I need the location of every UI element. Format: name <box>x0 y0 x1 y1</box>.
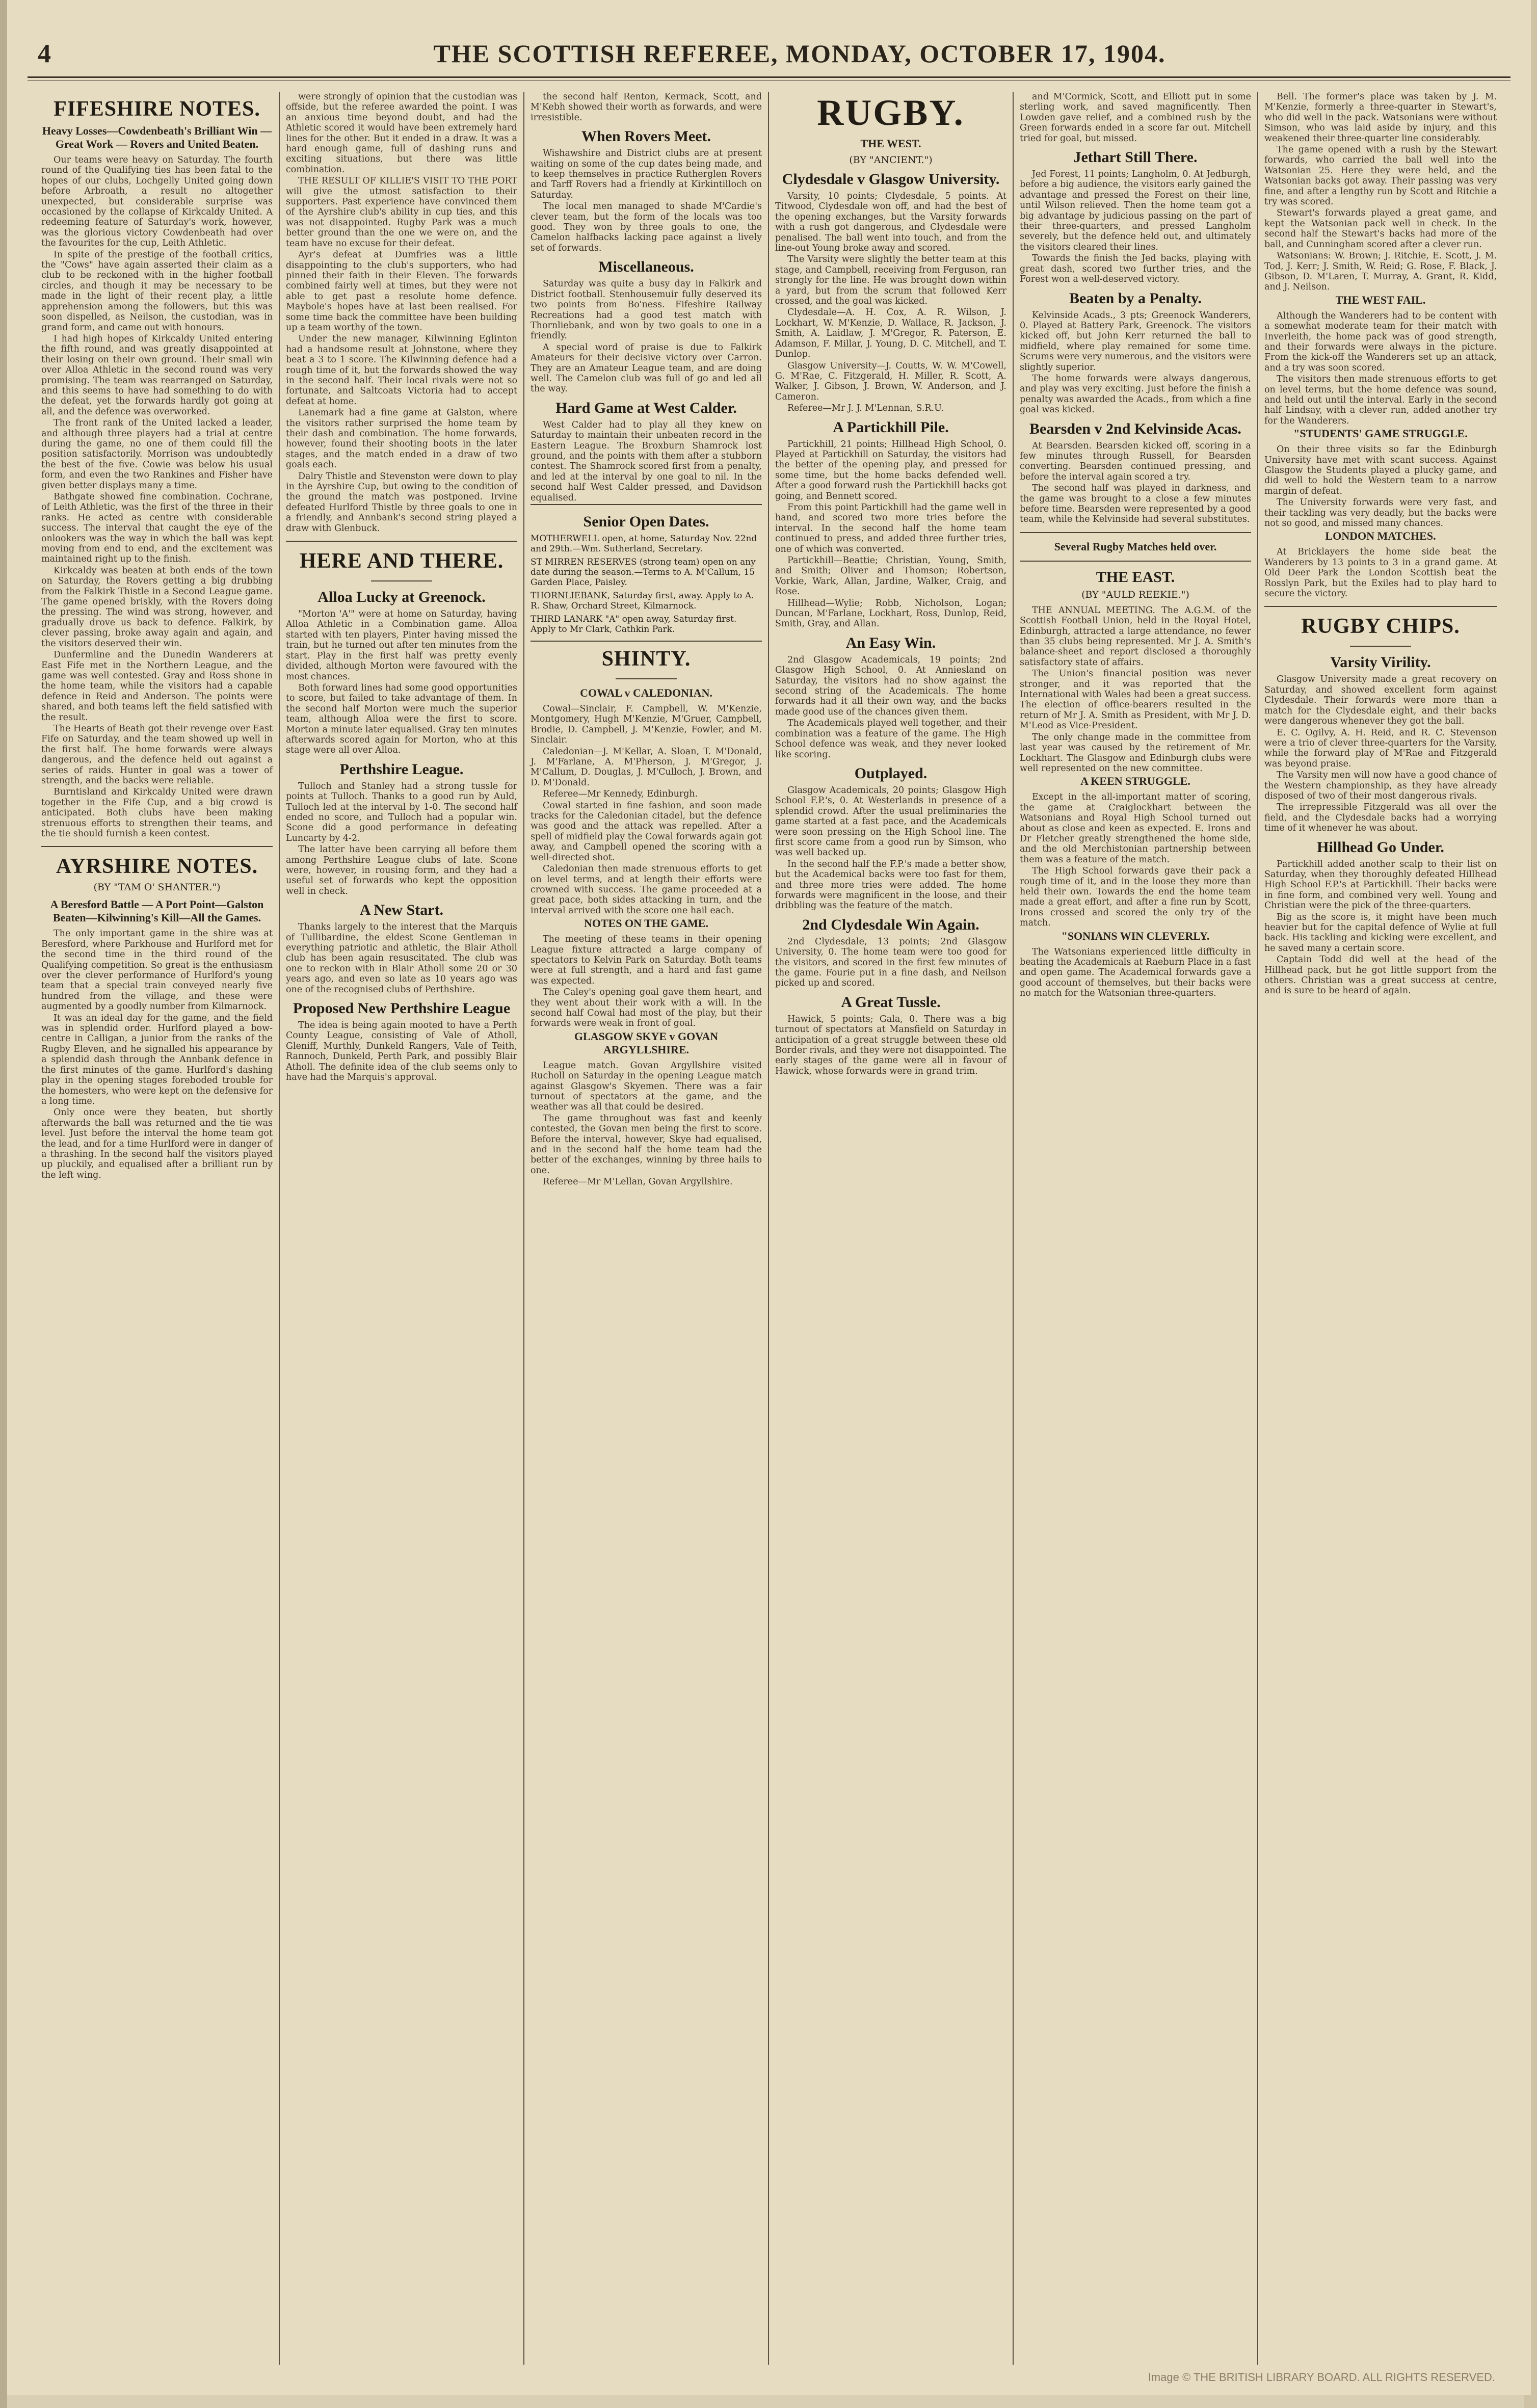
students-body <box>1264 444 1497 528</box>
advertisement: MOTHERWELL open, at home, Saturday Nov. 22nd and 29th.—Wm. Sutherland, Secretary. <box>531 534 757 554</box>
paragraph: Caledonian—J. M'Kellar, A. Sloan, T. M'Donald, J. M'Farlane, A. M'Pherson, J. M'Gregor, J. M'Callum, D. Douglas, J. M'Culloch, J. Brown, and D. M'Donald. <box>531 746 762 788</box>
paragraph: Captain Todd did well at the head of the Hillhead pack, but he got little support from the others. Christian was a great success at centre, and is sure to be heard of again. <box>1264 955 1497 996</box>
paragraph: Both forward lines had some good opportunities to score, but failed to take advantage of them. In the second half Morton were much the superior team, although Alloa were the first to score. Morton a minute later equalised. Gray ten minutes afterwards scored again for Morton, who at this stage were all over Alloa. <box>286 682 517 756</box>
paragraph: I had high hopes of Kirkcaldy United entering the fifth round, and was greatly disappointed at their losing on their own ground. Their small win over Alloa Athletic in the second round was very promising. The team was rearranged on Saturday, and this seems to have had something to do with the defeat, yet the forwards hardly got going at all, and the defence was overworked. <box>41 333 273 417</box>
keen-struggle-subheading: A KEEN STRUGGLE. <box>1080 775 1190 788</box>
varsity-subheading: Varsity Virility. <box>1330 654 1431 671</box>
paragraph: Glasgow University—J. Coutts, W. W. M'Cowell, G. M'Rae, C. Fitzgerald, H. Miller, R. Scott, A. Walker, J. Gibson, J. Brown, W. Anderson, and J. Cameron. <box>775 360 1006 402</box>
paragraph: Burntisland and Kirkcaldy United were drawn together in the Fife Cup, and a big crowd is anticipated. Both clubs have been making strenuous efforts to strengthen their teams, and the tie should furnish a keen contest. <box>41 787 273 839</box>
hillhead-subheading: Hillhead Go Under. <box>1317 838 1444 856</box>
paragraph: It was an ideal day for the game, and the field was in splendid order. Hurlford played a bow-centre in Calligan, a junior from the ranks of the Rugby Eleven, and he signalled his appearance by a splendid dash through the Annbank defence in the first minutes of the game. Hurlford's dashing play in the opening stages foreboded trouble for the homesters, who were kept on the defensive for a long time. <box>41 1013 273 1106</box>
rovers-body <box>531 148 762 253</box>
newspaper-page <box>7 0 1531 2395</box>
paragraph: 2nd Clydesdale, 13 points; 2nd Glasgow University, 0. The home team were too good for the visitors, and scored in the first few minutes of the game. Fourie put in a fine dash, and Neilson picked up and scored. <box>775 936 1006 989</box>
perthshire-subheading: Perthshire League. <box>339 760 464 778</box>
clydesdale-body <box>775 191 1006 414</box>
cowal-subheading: COWAL v CALEDONIAN. <box>580 686 712 699</box>
col3-lead <box>531 92 762 123</box>
paragraph: At Bricklayers the home side beat the Wanderers by 13 points to 3 in a grand game. At Old Deer Park the London Scottish beat the Rosslyn Park, but the Exiles had to play hard to secure the victory. <box>1264 547 1497 599</box>
paragraph: Partickhill added another scalp to their list on Saturday, when they thoroughly defeated Hillhead High School F.P.'s at Partickhill. Their backs were in fine form, and combined very well. Young and Christian were the pick of the three-quarters. <box>1264 859 1497 911</box>
paragraph: Bathgate showed fine combination. Cochrane, of Leith Athletic, was the first of the three in their ranks. He acted as centre with considerable success. The interval that caught the eye of the onlookers was the way in which the ball was kept moving from end to end, and the excitement was maintained right up to the finish. <box>41 492 273 565</box>
fifeshire-subheading: Heavy Losses—Cowdenbeath's Brilliant Win — Great Work — Rovers and United Beaten. <box>42 124 272 150</box>
paragraph: On their three visits so far the Edinburgh University have met with scant success. Against Glasgow the Students played a plucky game, and did well to hold the Western team to a narrow margin of defeat. <box>1264 444 1497 496</box>
great-tussle-body <box>775 1014 1006 1076</box>
paragraph: Partickhill, 21 points; Hillhead High School, 0. Played at Partickhill on Saturday, the visitors had the better of the opening play, and pressed for some time, but the home backs defended well. After a good forward rush the Partickhill backs got going, and Bennett scored. <box>775 439 1006 501</box>
penalty-subheading: Beaten by a Penalty. <box>1069 289 1202 307</box>
notes-body <box>531 934 762 1029</box>
jethart-subheading: Jethart Still There. <box>1073 149 1198 166</box>
skye-subheading: GLASGOW SKYE v GOVAN ARGYLLSHIRE. <box>574 1029 719 1056</box>
paragraph: "Morton 'A'" were at home on Saturday, having Alloa Athletic in a Combination game. Alloa started with ten players, Pinter having missed the train, but he turned out after ten minutes from the start. Play in the first half was pretty evenly divided, although Morton were favoured with the most chances. <box>286 609 517 682</box>
ayrshire-byline: (BY "TAM O' SHANTER.") <box>93 882 221 893</box>
paragraph: 2nd Glasgow Academicals, 19 points; 2nd Glasgow High School, 0. At Anniesland on Saturday, the visitors had no show against the second string of the Academicals. The home forwards had it all their own way, and the backs made good use of the chances given them. <box>775 654 1006 717</box>
paragraph: Dalry Thistle and Stevenston were down to play in the Ayrshire Cup, but owing to the condition of the ground the match was postponed. Irvine defeated Hurlford Thistle by three goals to one in a friendly, and Annbank's second string played a draw with Glenbuck. <box>286 471 517 534</box>
sonians-subheading: "SONIANS WIN CLEVERLY. <box>1061 929 1210 942</box>
new-start-body <box>286 922 517 995</box>
paragraph: Cowal—Sinclair, F. Campbell, W. M'Kenzie, Montgomery, Hugh M'Kenzie, M'Gruer, Campbell, Brodie, D. Campbell, J. M'Kenzie, Fowler, and M. Sinclair. <box>531 704 762 746</box>
paragraph: Lanemark had a fine game at Galston, where the visitors rather surprised the home team by their dash and combination. The home forwards, however, found their shooting boots in the later stages, and the match ended in a draw of two goals each. <box>286 408 517 470</box>
advertisement: ST MIRREN RESERVES (strong team) open on any date during the season.—Terms to A. M'Callum, 15 Garden Place, Paisley. <box>531 557 756 588</box>
paragraph: The latter have been carrying all before them among Perthshire League clubs of late. Scone were, however, in rousing form, and they had a useful set of forwards who kept the opposition well in check. <box>286 844 517 896</box>
partickhill-subheading: A Partickhill Pile. <box>833 418 949 436</box>
ayrshire-subheading: A Beresford Battle — A Port Point—Galston Beaten—Kilwinning's Kill—All the Games. <box>50 898 264 924</box>
paragraph: Our teams were heavy on Saturday. The fourth round of the Qualifying ties has been fatal to the hopes of our clubs, Lochgelly United going down before Arbroath, a result no altogether unexpected, but considerable surprise was occasioned by the collapse of Kirkcaldy United. A redeeming feature of Saturday's work, however, was the glorious victory Cowdenbeath had over the favourites for the cup, Leith Athletic. <box>41 155 273 249</box>
col5-lead <box>1020 92 1251 144</box>
paragraph: The only change made in the committee from last year was caused by the retirement of Mr. Lockhart. The Glasgow and Edinburgh clubs were well represented on the new committee. <box>1020 732 1251 774</box>
ayrshire-heading: AYRSHIRE NOTES. <box>56 855 258 879</box>
paragraph: The Caley's opening goal gave them heart, and they went about their work with a will. In the second half Cowal had most of the play, but their forwards were weak in front of goal. <box>531 987 762 1029</box>
paragraph: The game opened with a rush by the Stewart forwards, who carried the ball well into the Watsonian 25. Here they were held, and the Watsonian backs got away. Their passing was very fine, and after a lengthy run by Scott and Ritchie a try was scored. <box>1264 145 1497 207</box>
section-divider <box>41 846 273 847</box>
paragraph: League match. Govan Argyllshire visited Rucholl on Saturday in the opening League match against Glasgow's Skyemen. There was a fair turnout of spectators at the game, and the weather was all that could be desired. <box>531 1060 762 1113</box>
paragraph: The Varsity men will now have a good chance of the Western championship, as they have already disposed of two of their most dangerous rivals. <box>1264 770 1497 801</box>
paragraph: Cowal started in fine fashion, and soon made tracks for the Caledonian citadel, but the defence was good and the attack was repelled. After a spell of midfield play the Cowal forwards again got away, and Campbell opened the scoring with a well-directed shot. <box>531 800 762 863</box>
students-subheading: "STUDENTS' GAME STRUGGLE. <box>1293 427 1468 440</box>
new-start-subheading: A New Start. <box>359 902 444 919</box>
paragraph: Ayr's defeat at Dumfries was a little disappointing to the club's supporters, who had pinned their faith in their Eleven. The forwards combined fairly well at times, but they were not able to get past a resolute home defence. Maybole's hopes have at last been realised. For some time back the committee have been building up a team worthy of the town. <box>286 250 517 333</box>
rugby-chips-heading: RUGBY CHIPS. <box>1301 615 1460 639</box>
perthshire-body <box>286 781 517 896</box>
keen-struggle-body <box>1020 792 1251 928</box>
hillhead-body <box>1264 859 1497 996</box>
section-divider <box>1020 532 1251 533</box>
col6-lead <box>1264 92 1497 293</box>
held-over-notice: Several Rugby Matches held over. <box>1054 540 1217 553</box>
paragraph: Clydesdale—A. H. Cox, A. R. Wilson, J. Lockhart, W. M'Kenzie, D. Wallace, R. Jackson, J. Smith, A. Laidlaw, J. M'Gregor, R. Paterson, E. Adamson, F. Millar, J. Young, D. C. Mitchell, and T. Dunlop. <box>775 307 1006 360</box>
paragraph: Watsonians: W. Brown; J. Ritchie, E. Scott, J. M. Tod, J. Kerr; J. Smith, W. Reid; G. Rose, F. Black, J. Gibson, D. M'Laren, T. Murray, A. Grant, R. Kidd, and J. Neilson. <box>1264 251 1497 293</box>
paragraph: The front rank of the United lacked a leader, and although three players had a trial at centre during the game, no one of them could fill the position satisfactorily. Morrison was undoubtedly the best of the five. Cowie was below his usual form, and even the two Rankines and Fisher have given better displays many a time. <box>41 418 273 491</box>
short-rule <box>1350 646 1411 647</box>
the-west-subheading: THE WEST. <box>860 137 921 150</box>
paragraph: THE RESULT OF KILLIE'S VISIT TO THE PORT will give the utmost satisfaction to their supporters. Past experience have convinced them of the Ayrshire club's ability in cup ties, and this was not disappointed. Rugby Park was a much better ground than the one we were on, and the team have no excuse for their defeat. <box>286 176 517 249</box>
paragraph: The meeting of these teams in their opening League fixture attracted a large company of spectators to Kelvin Park on Saturday. Both teams were at full strength, and a hard and fast game was expected. <box>531 934 762 986</box>
paragraph: The home forwards were always dangerous, and play was very exciting. Just before the finish a penalty was awarded the Acads., from which a fine goal was kicked. <box>1020 373 1251 415</box>
advertisement: THORNLIEBANK, Saturday first, away. Apply to A. R. Shaw, Orchard Street, Kilmarnock. <box>531 591 754 611</box>
west-calder-subheading: Hard Game at West Calder. <box>555 399 737 416</box>
paragraph: E. C. Ogilvy, A. H. Reid, and R. C. Stevenson were a trio of clever three-quarters for the Varsity, while the forward play of M'Rae and Fitzgerald was beyond praise. <box>1264 727 1497 769</box>
paragraph: The Varsity were slightly the better team at this stage, and Campbell, receiving from Ferguson, ran strongly for the line. He was brought down within a yard, but from the scrum that followed Kerr crossed, and the goal was kicked. <box>775 254 1006 307</box>
rugby-heading: RUGBY. <box>817 92 965 133</box>
miscellaneous-body <box>531 279 762 394</box>
cowal-body <box>531 704 762 916</box>
paragraph: Kirkcaldy was beaten at both ends of the town on Saturday, the Rovers getting a big drubbing from the Falkirk Thistle in a Second League game. The game opened briskly, with the Rovers doing the pressing. The wind was strong, however, and gradually drove us back to defence. Falkirk, by clever passing, broke away again and again, and the visitors deserved their win. <box>41 565 273 649</box>
paragraph: Caledonian then made strenuous efforts to get on level terms, and at length their efforts were crowned with success. The game proceeded at a great pace, both sides attacking in turn, and the interval arrived with the score one hail each. <box>531 864 762 916</box>
paragraph: In spite of the prestige of the football critics, the "Cows" have again asserted their claim as a club to be reckoned with in the higher football circles, and though it may be necessary to be made in the light of their recent play, a little apprehension among the followers, but this was soon dispelled, as Neilson, the custodian, was in grand form, and came out with honours. <box>41 249 273 333</box>
rovers-subheading: When Rovers Meet. <box>581 128 711 145</box>
paragraph: Glasgow University made a great recovery on Saturday, and showed excellent form against Clydesdale. Their forwards were more than a match for the Clydesdale eight, and their backs were dangerous whenever they got the ball. <box>1264 674 1497 727</box>
paragraph: Hawick, 5 points; Gala, 0. There was a big turnout of spectators at Mansfield on Saturday in anticipation of a great struggle between these old Border rivals, and they were not disappointed. The early stages of the game were all in favour of Hawick, whose forwards were in grand trim. <box>775 1014 1006 1076</box>
paragraph: The game throughout was fast and keenly contested, the Govan men being the first to score. Before the interval, however, Skye had equalised, and in the second half the home team had the better of the exchanges, winning by three hails to one. <box>531 1113 762 1176</box>
columns <box>35 92 1510 2365</box>
paragraph: Bell. The former's place was taken by J. M. M'Kenzie, formerly a three-quarter in Stewart's, who did well in the pack. Watsonians were without Simson, who was laid aside by injury, and this weakened their three-quarter line considerably. <box>1264 92 1497 144</box>
jethart-body <box>1020 169 1251 284</box>
easy-win-subheading: An Easy Win. <box>845 634 936 651</box>
short-rule <box>616 678 677 679</box>
column-1 <box>35 92 280 2365</box>
paragraph: The High School forwards gave their pack a rough time of it, and in the loose they more than held their own. Towards the end the home team made a great effort, and after a fine run by Scott, Irons crossed and scored the only try of the match. <box>1020 866 1251 929</box>
east-byline: (BY "AULD REEKIE.") <box>1081 589 1189 600</box>
open-dates-heading: Senior Open Dates. <box>583 513 709 530</box>
section-divider <box>286 541 517 542</box>
paragraph: The second half was played in darkness, and the game was brought to a close a few minutes before time. Bearsden were represented by a good team, while the Kelvinside had several substitutes. <box>1020 483 1251 525</box>
paragraph: Tulloch and Stanley had a strong tussle for points at Tulloch. Thanks to a good run by Auld, Tulloch led at the interval by 1-0. The second half ended no score, and Tulloch had a popular win. Scone did a good performance in defeating Luncarty by 4-2. <box>286 781 517 843</box>
paragraph: The only important game in the shire was at Beresford, where Parkhouse and Hurlford met for the second time in the third round of the Qualifying competition. So great is the enthusiasm over the clever performance of Hurlford's young team that a special train conveyed nearly five hundred from the village, and these were augmented by a goodly number from Kilmarnock. <box>41 929 273 1012</box>
paragraph: Dunfermline and the Dunedin Wanderers at East Fife met in the Northern League, and the game was well contested. Gray and Ross shone in the home team, while the visitors had a capable defence in Reid and Anderson. The points were shared, and both teams left the field satisfied with the result. <box>41 650 273 723</box>
bearsden-body <box>1020 441 1251 525</box>
great-tussle-subheading: A Great Tussle. <box>841 993 941 1011</box>
paragraph: From this point Partickhill had the game well in hand, and scored two more tries before the interval. In the second half the home team continued to press, and added three further tries, one of which was converted. <box>775 502 1006 554</box>
paragraph: Towards the finish the Jed backs, playing with great dash, scored two further tries, and the Forest won a well-deserved victory. <box>1020 253 1251 285</box>
paragraph: Partickhill—Beattie; Christian, Young, Smith, and Smith; Oliver and Thomson; Robertson, Vorkie, Wark, Allan, Jardine, Walker, Craig, and Rose. <box>775 555 1006 597</box>
london-subheading: LONDON MATCHES. <box>1325 530 1436 543</box>
bearsden-subheading: Bearsden v 2nd Kelvinside Acas. <box>1029 420 1241 437</box>
skye-body <box>531 1061 762 1187</box>
paragraph: Big as the score is, it might have been much heavier but for the capital defence of Wylie at full back. His tackling and kicking were excellent, and he saved many a certain score. <box>1264 912 1497 954</box>
copyright-footer: Image © THE BRITISH LIBRARY BOARD. ALL RIGHTS RESERVED. <box>1148 2371 1495 2384</box>
paragraph: The Watsonians experienced little difficulty in beating the Academicals at Raeburn Place in a fast and open game. The Academical forwards gave a good account of themselves, but their backs were no match for the Watsonian three-quarters. <box>1020 946 1251 999</box>
short-rule <box>371 580 432 581</box>
rugby-byline: (BY "ANCIENT.") <box>849 154 933 166</box>
paragraph: The idea is being again mooted to have a Perth County League, consisting of Vale of Atholl, Gleniff, Murthly, Dunkeld Rangers, Vale of Teith, Rannoch, Dunkeld, Perth Park, and possibly Blair Atholl. The definite idea of the club seems only to have had the Marquis's approval. <box>286 1020 517 1083</box>
paragraph: Referee—Mr Kennedy, Edinburgh. <box>543 789 698 800</box>
paragraph: Although the Wanderers had to be content with a somewhat moderate team for their match with Inverleith, the home pack was of good strength, and their forwards were always in the picture. From the kick-off the Wanderers set up an attack, and a try was soon scored. <box>1264 310 1497 373</box>
paragraph: Except in the all-important matter of scoring, the game at Craiglockhart between the Watsonians and Royal High School turned out about as close and keen as expected. E. Irons and Dr Fletcher greatly strengthened the home side, and the old Merchistonian partnership between them was a feature of the match. <box>1020 792 1251 865</box>
page-gutter <box>0 0 7 2408</box>
paragraph: and M'Cormick, Scott, and Elliott put in some sterling work, and saved magnificently. Then Lowden gave relief, and a combined rush by the Green forwards ended in a score far out. Mitchell tried for goal, but missed. <box>1020 92 1251 144</box>
shinty-heading: SHINTY. <box>601 647 691 671</box>
paragraph: Saturday was quite a busy day in Falkirk and District football. Stenhousemuir fully deserved its two points from Bo'ness. Fifeshire Railway Recreations had a good test match with Thornliebank, and won by two goals to one in a friendly. <box>531 279 762 341</box>
paragraph: The local men managed to shade M'Cardie's clever team, but the form of the locals was too good. They won by three goals to one, the Camelon halfbacks lacking pace against a lively set of forwards. <box>531 201 762 253</box>
varsity-body <box>1264 674 1497 833</box>
the-east-heading: THE EAST. <box>1096 568 1175 586</box>
paragraph: The University forwards were very fast, and their tackling was very deadly, but the backs were not so good, and missed many chances. <box>1264 497 1497 529</box>
paragraph: Referee—Mr J. J. M'Lennan, S.R.U. <box>787 403 944 414</box>
notes-subheading: NOTES ON THE GAME. <box>584 917 709 930</box>
outplayed-subheading: Outplayed. <box>854 764 927 782</box>
masthead-rule-top <box>28 76 1510 78</box>
paragraph: The Hearts of Beath got their revenge over East Fife on Saturday, and the team showed up well in the first half. The home forwards were always dangerous, and the defence held out against a series of raids. Hunter in goal was a tower of strength, and the backs were reliable. <box>41 723 273 786</box>
partickhill-body <box>775 439 1006 629</box>
paragraph: Only once were they beaten, but shortly afterwards the ball was returned and the tie was level. Just before the interval the home team got the lead, and for a time Hurlford were in danger of a thrashing. In the second half the visitors played up pluckily, and equalised after a brilliant run by the left wing. <box>41 1107 273 1180</box>
penalty-body <box>1020 310 1251 415</box>
column-3 <box>524 92 769 2365</box>
paragraph: The visitors then made strenuous efforts to get on level terms, but the home defence was sound, and held out until the interval. Early in the second half Lindsay, with a clever run, added another try for the Wanderers. <box>1264 374 1497 426</box>
miscellaneous-subheading: Miscellaneous. <box>598 258 694 276</box>
paragraph: were strongly of opinion that the custodian was offside, but the referee awarded the point. I was an anxious time beyond doubt, and had the Athletic scored it would have been extremely hard lines for the other. But it ended in a draw. It was a hard enough game, full of dashing runs and exciting situations, but there was little combination. <box>286 92 517 175</box>
west-fail-subheading: THE WEST FAIL. <box>1335 293 1426 306</box>
paragraph: A special word of praise is due to Falkirk Amateurs for their decisive victory over Carron. They are an Amateur League team, and are doing well. The Camelon club was full of go and led all the way. <box>531 342 762 394</box>
paragraph: Glasgow Academicals, 20 points; Glasgow High School F.P.'s, 0. At Westerlands in presence of a splendid crowd. After the usual preliminaries the game started at a fast pace, and the Academicals were soon pressing on the High School line. The first score came from a good run by Simson, who was well backed up. <box>775 785 1006 858</box>
section-divider <box>1020 561 1251 562</box>
paragraph: West Calder had to play all they knew on Saturday to maintain their unbeaten record in the Eastern League. The Broxburn Shamrock lost ground, and the points with them after a stubborn contest. The Shamrock scored first from a penalty, and led at the interval by one goal to nil. In the second half West Calder pressed, and Davidson equalised. <box>531 419 762 503</box>
paragraph: Stewart's forwards played a great game, and kept the Watsonian pack well in check. In the second half the Stewart's backs had more of the ball, and Cunningham scored after a clever run. <box>1264 208 1497 250</box>
paragraph: The Academicals played well together, and their combination was a feature of the game. The High School defence was weak, and they never looked like scoring. <box>775 718 1006 760</box>
ayrshire-body <box>41 929 273 1180</box>
paragraph: Varsity, 10 points; Clydesdale, 5 points. At Titwood, Clydesdale won off, and had the best of the opening exchanges, but the Varsity forwards with a rush got dangerous, and Clydesdale were penalised. The ball went into touch, and from the line-out Young broke away and scored. <box>775 191 1006 254</box>
paragraph: Under the new manager, Kilwinning Eglinton had a handsome result at Johnstone, where they beat a 3 to 1 score. The Kilwinning defence had a rough time of it, but the forwards showed the way in the second half. Their local rivals were not so fortunate, and Saltcoats Victoria had to accept defeat at home. <box>286 334 517 407</box>
section-divider <box>1264 606 1497 607</box>
clydesdale-win-subheading: 2nd Clydesdale Win Again. <box>802 916 979 933</box>
paragraph: The irrepressible Fitzgerald was all over the field, and the Clydesdale backs had a worrying time of it whenever he was about. <box>1264 802 1497 834</box>
masthead <box>38 36 1500 71</box>
paragraph: Jed Forest, 11 points; Langholm, 0. At Jedburgh, before a big audience, the visitors early gained the advantage and pressed the Forest on their line, until Wilson relieved. Then the home team got a big advantage by judicious passing on the part of their three-quarters, and pressed Langholm severely, but the defence held out, and ultimately the visitors cleared their lines. <box>1020 169 1251 252</box>
masthead-title: THE SCOTTISH REFEREE, MONDAY, OCTOBER 17, 1904. <box>433 39 1166 68</box>
page-number: 4 <box>38 39 51 68</box>
paragraph: In the second half the F.P.'s made a better show, but the Academical backs were too fast for them, and three more tries were added. The home forwards were magnificent in the loose, and their dribbling was the feature of the match. <box>775 859 1006 911</box>
column-5 <box>1014 92 1258 2365</box>
alloa-subheading: Alloa Lucky at Greenock. <box>317 589 486 606</box>
paragraph: Kelvinside Acads., 3 pts; Greenock Wanderers, 0. Played at Battery Park, Greenock. The visitors kicked off, but John Kerr returned the ball to midfield, where play remained for some time. Scrums were very numerous, and the visitors were slightly superior. <box>1020 310 1251 373</box>
advertisement: THIRD LANARK "A" open away, Saturday first. Apply to Mr Clark, Cathkin Park. <box>531 614 737 634</box>
easy-win-body <box>775 655 1006 760</box>
proposed-league-subheading: Proposed New Perthshire League <box>293 1000 511 1017</box>
column-2 <box>280 92 524 2365</box>
alloa-body <box>286 609 517 756</box>
paragraph: At Bearsden. Bearsden kicked off, scoring in a few minutes through Russell, for Bearsden converting. Bearsden continued pressing, and before the interval again scored a try. <box>1020 440 1251 482</box>
paragraph: Referee—Mr M'Lellan, Govan Argyllshire. <box>543 1177 733 1187</box>
west-calder-body <box>531 420 762 503</box>
fifeshire-heading: FIFESHIRE NOTES. <box>54 97 260 121</box>
open-dates-box <box>531 504 762 642</box>
sonians-body <box>1020 947 1251 999</box>
paragraph: The Union's financial position was never stronger, and it was reported that the International with Wales had been a great success. The election of office-bearers resulted in the return of Mr J. A. Smith as President, with Mr J. D. M'Leod as Vice-President. <box>1020 669 1251 731</box>
london-body <box>1264 547 1497 599</box>
west-fail-body <box>1264 311 1497 426</box>
paragraph: Wishawshire and District clubs are at present waiting on some of the cup dates being made, and to keep themselves in practice Rutherglen Rovers and Tarff Rovers had a friendly at Kirkintilloch on Saturday. <box>531 148 762 200</box>
ayrshire-continued <box>286 92 517 534</box>
paragraph: Thanks largely to the interest that the Marquis of Tullibardine, the eldest Scone Gentleman in everything patriotic and athletic, the Blair Atholl club has been again resuscitated. The club was one to reckon with in Blair Atholl some 20 or 30 years ago, and even so late as 10 years ago was one of the recognised clubs of Perthshire. <box>286 922 517 995</box>
fifeshire-body <box>41 155 273 839</box>
annual-meeting-body <box>1020 605 1251 774</box>
here-and-there-heading: HERE AND THERE. <box>299 549 504 573</box>
paragraph: the second half Renton, Kermack, Scott, and M'Kebh showed their worth as forwards, and were irresistible. <box>531 92 762 123</box>
column-4 <box>769 92 1014 2365</box>
column-6 <box>1258 92 1503 2365</box>
outplayed-body <box>775 785 1006 911</box>
paragraph: THE ANNUAL MEETING. The A.G.M. of the Scottish Football Union, held in the Royal Hotel, Edinburgh, attracted a large attendance, no fewer than 35 clubs being represented. Mr J. A. Smith's balance-sheet and report disclosed a thoroughly satisfactory state of affairs. <box>1020 605 1251 668</box>
clydesdale-subheading: Clydesdale v Glasgow University. <box>782 171 1000 188</box>
proposed-league-body <box>286 1020 517 1082</box>
clydesdale-win-body <box>775 937 1006 989</box>
paragraph: Hillhead—Wylie; Robb, Nicholson, Logan; Duncan, M'Farlane, Lockhart, Ross, Dunlop, Reid, Smith, Gray, and Allan. <box>775 598 1006 629</box>
